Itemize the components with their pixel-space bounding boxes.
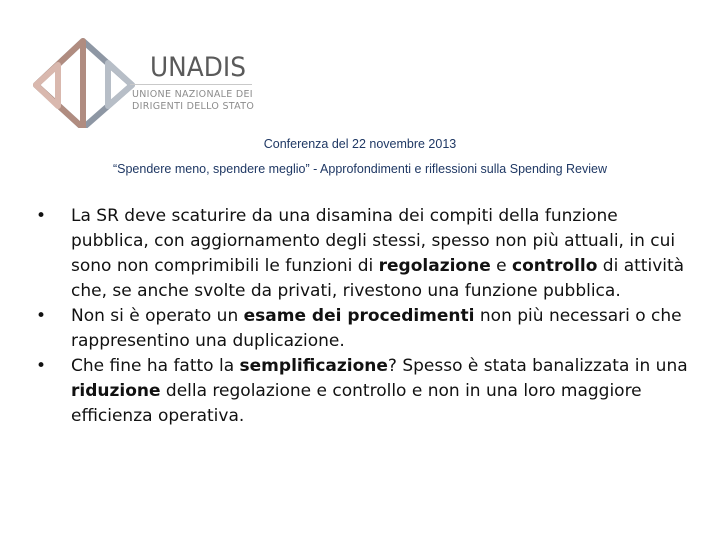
bullet-item <box>36 354 696 429</box>
bullet-text: non più necessari o che rappresentino una duplicazione. <box>71 306 682 351</box>
bullet-emphasis: esame dei procedimenti <box>243 306 475 326</box>
logo-wordmark: UNADIS <box>150 52 246 83</box>
bullet-text: di attività che, se anche svolte da privati, rivestono una funzione pubblica. <box>71 256 685 301</box>
unadis-logo <box>28 38 258 128</box>
bullet-text: La SR deve scaturire da una disamina dei compiti della funzione pubblica, con aggiornamento degli stessi, spesso non più attuali, in cui sono non comprimibili le funzioni di <box>71 206 676 276</box>
bullet-emphasis: semplificazione <box>239 356 388 376</box>
diamond-emblem-icon <box>28 38 138 128</box>
bullet-emphasis: riduzione <box>71 381 161 401</box>
logo-subtitle-line1: UNIONE NAZIONALE DEI <box>132 89 253 100</box>
bullet-icon: • <box>36 306 47 326</box>
bullet-emphasis: regolazione <box>378 256 491 276</box>
bullet-emphasis: controllo <box>512 256 598 276</box>
bullet-text: Non si è operato un <box>71 306 244 326</box>
bullet-icon: • <box>36 206 47 226</box>
logo-subtitle-line2: DIRIGENTI DELLO STATO <box>132 101 255 112</box>
bullet-item <box>36 204 696 304</box>
conference-title: Conferenza del 22 novembre 2013 <box>263 137 457 151</box>
bullet-text: ? Spesso è stata banalizzata in una <box>387 356 688 376</box>
conference-subtitle: “Spendere meno, spendere meglio” - Approfondimenti e riflessioni sulla Spending Review <box>112 162 608 176</box>
bullet-icon: • <box>36 356 47 376</box>
bullet-list <box>36 204 696 429</box>
bullet-text: e <box>490 256 513 276</box>
bullet-item <box>36 304 696 354</box>
logo-divider <box>130 84 252 85</box>
bullet-text: Che fine ha fatto la <box>71 356 240 376</box>
bullet-text: della regolazione e controllo e non in una loro maggiore efficienza operativa. <box>71 381 642 426</box>
